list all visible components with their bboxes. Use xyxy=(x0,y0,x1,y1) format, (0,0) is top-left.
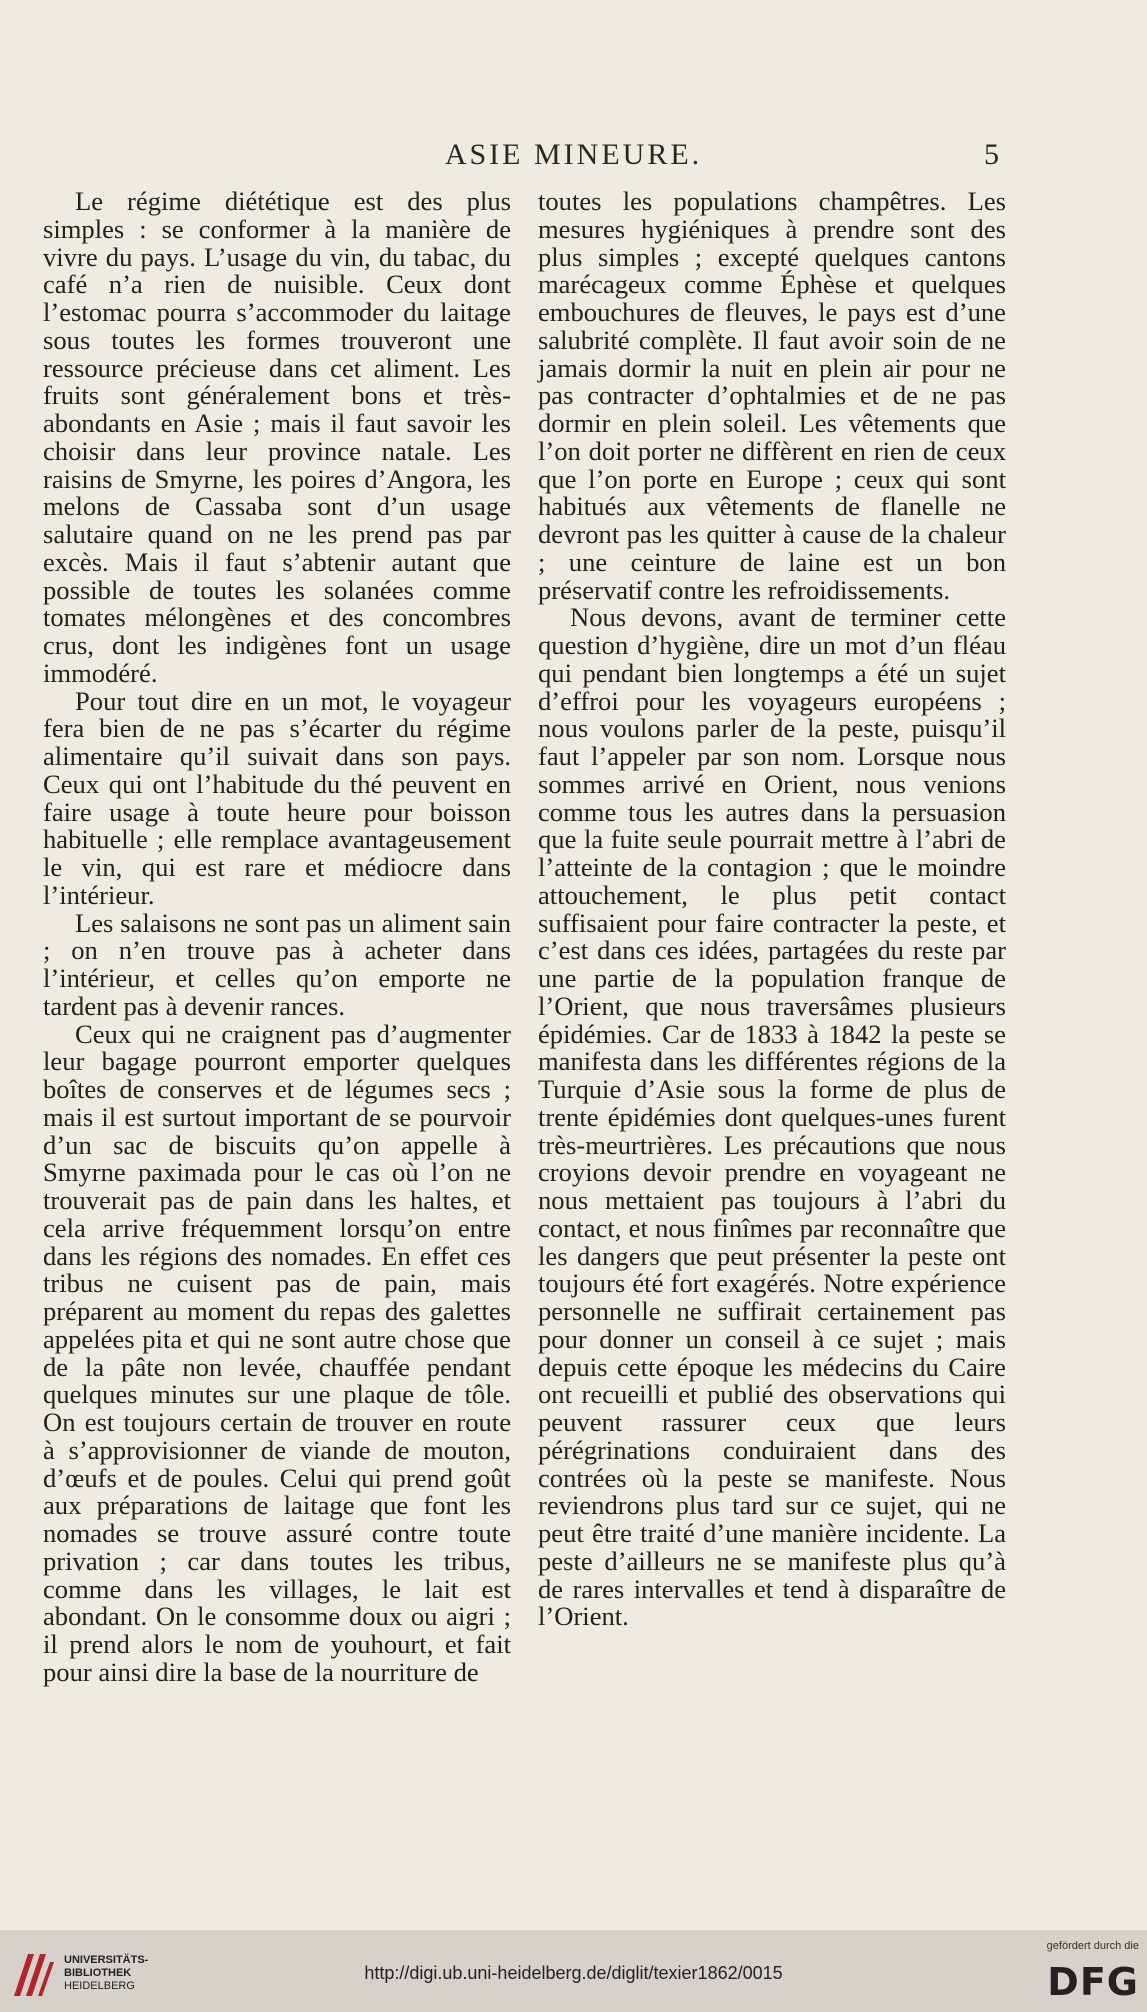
page-number: 5 xyxy=(984,138,999,171)
paragraph: Le régime diététique est des plus simples : se conformer à la manière de vivre du pays. L’usage du vin, du tabac, du café n’a rien de nuisible. Ceux dont l’estomac pourra s’accommoder du laitage sous toutes les formes trouveront une ressource précieuse dans cet aliment. Les fruits sont généralement bons et très-abondants en Asie ; mais il faut savoir les choisir dans leur province natale. Les raisins de Smyrne, les poires d’Angora, les melons de Cassaba sont d’un usage salutaire quand on ne les prend pas par excès. Mais il faut s’abtenir autant que possible de toutes les solanées comme tomates mélongènes et des concombres crus, dont les indigènes font un usage immodéré. xyxy=(43,186,511,688)
page-header xyxy=(0,138,1147,178)
running-title: ASIE MINEURE. xyxy=(444,138,703,171)
dfg-logo-icon: DFG xyxy=(1047,1960,1139,2004)
funding-note: gefördert durch die xyxy=(1046,1940,1139,1952)
funder-block[interactable] xyxy=(1019,1940,1139,2006)
paragraph: Nous devons, avant de terminer cette question d’hygiène, dire un mot d’un fléau qui pendant bien longtemps a été un sujet d’effroi pour les voyageurs européens ; nous voulons parler de la peste, puisqu’il faut l’appeler par son nom. Lorsque nous sommes arrivé en Orient, nous venions comme tous les autres dans la persuasion que la fuite seule pourrait mettre à l’abri de l’atteinte de la contagion ; que le moindre attouchement, le plus petit contact suffisaient pour faire contracter la peste, et c’est dans ces idées, partagées du reste par une partie de la population franque de l’Orient, que nous traversâmes plusieurs épidémies. Car de 1833 à 1842 la peste se manifesta dans les différentes régions de la Turquie d’Asie sous la forme de plus de trente épidémies dont quelques-unes furent très-meurtrières. Les précautions que nous croyions devoir prendre en voyageant ne nous mettaient pas toujours à l’abri du contact, et nous finîmes par reconnaître que les dangers que peut présenter la peste ont toujours été fort exagérés. Notre expérience personnelle ne suffirait certainement pas pour donner un conseil à ce sujet ; mais depuis cette époque les médecins du Caire ont recueilli et publié des observations qui peuvent rassurer ceux que leurs pérégrinations conduiraient dans des contrées où la peste se manifeste. Nous reviendrons plus tard sur ce sujet, qui ne peut être traité d’une manière incidente. La peste d’ailleurs ne se manifeste plus qu’à de rares intervalles et tend à disparaître de l’Orient. xyxy=(538,602,1006,1632)
viewer-footer xyxy=(0,1930,1147,2012)
paragraph: Les salaisons ne sont pas un aliment sain ; on n’en trouve pas à acheter dans l’intérieur, et celles qu’on emporte ne tardent pas à devenir rances. xyxy=(43,907,511,1021)
institution-line: BIBLIOTHEK xyxy=(64,1967,132,1979)
institution-line: UNIVERSITÄTS- xyxy=(64,1954,149,1966)
left-column xyxy=(43,188,511,1687)
paragraph: Pour tout dire en un mot, le voyageur fera bien de ne pas s’écarter du régime alimentaire qu’il suivait dans son pays. Ceux qui ont l’habitude du thé peuvent en faire usage à toute heure pour boisson habituelle ; elle remplace avantageusement le vin, qui est rare et médiocre dans l’intérieur. xyxy=(43,685,511,910)
institution-line: HEIDELBERG xyxy=(64,1980,135,1992)
paragraph: toutes les populations champêtres. Les mesures hygiéniques à prendre sont des plus simples ; excepté quelques cantons marécageux comme Éphèse et quelques embouchures de fleuves, le pays est d’une salubrité complète. Il faut avoir soin de ne jamais dormir la nuit en plein air pour ne pas contracter d’ophtalmies et de ne pas dormir en plein soleil. Les vêtements que l’on doit porter ne diffèrent en rien de ceux que l’on porte en Europe ; ceux qui sont habitués aux vêtements de flanelle ne devront pas les quitter à cause de la chaleur ; une ceinture de laine est un bon préservatif contre les refroidissements. xyxy=(538,186,1006,605)
paragraph: Ceux qui ne craignent pas d’augmenter leur bagage pourront emporter quelques boîtes de conserves et de légumes secs ; mais il est surtout important de se pourvoir d’un sac de biscuits qu’on appelle à Smyrne paximada pour le cas où l’on ne trouverait pas de pain dans les haltes, et cela arrive fréquemment lorsqu’on entre dans les régions des nomades. En effet ces tribus ne cuisent pas de pain, mais préparent au moment du repas des galettes appelées pita et qui ne sont autre chose que de la pâte non levée, chauffée pendant quelques minutes sur une plaque de tôle. On est toujours certain de trouver en route à s’approvisionner de viande de mouton, d’œufs et de poules. Celui qui prend goût aux préparations de laitage que font les nomades se trouve assuré contre toute privation ; car dans toutes les tribus, comme dans les villages, le lait est abondant. On le consomme doux ou aigri ; il prend alors le nom de youhourt, et fait pour ainsi dire la base de la nourriture de xyxy=(43,1018,511,1687)
right-column xyxy=(538,188,1006,1631)
permalink-url[interactable]: http://digi.ub.uni-heidelberg.de/diglit/texier1862/0015 xyxy=(364,1963,783,1983)
